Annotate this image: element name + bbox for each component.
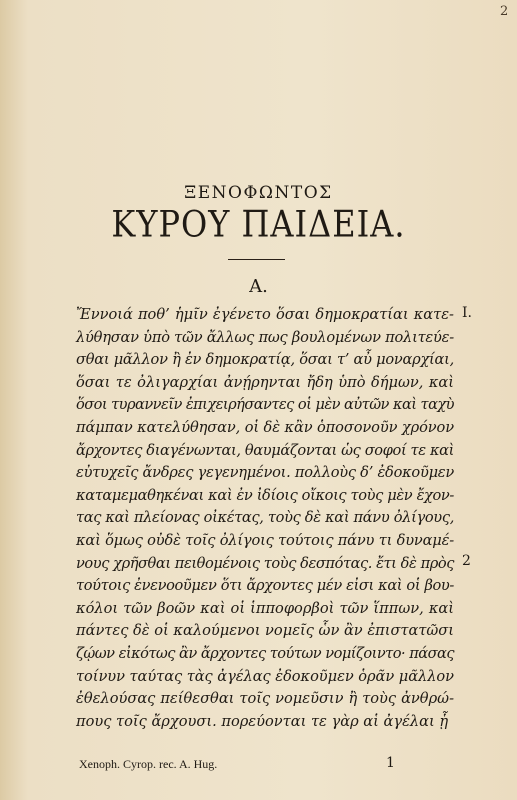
text-line: λύθησαν ὑπὸ τῶν ἄλλως πως βουλομένων πολιτεύε- (76, 328, 454, 346)
text-line: πους τοῖς ἄρχουσι. πορεύονται τε γὰρ αἱ ἀγέλαι ᾗ (76, 712, 449, 730)
text-line: τας καὶ πλείονας οἰκέτας, τοὺς δὲ καὶ πάνυ ὀλίγους, (76, 509, 454, 527)
text-line: καὶ ὅμως οὐδὲ τοῖς ὀλίγοις τούτοις πάνυ τι δυναμέ- (76, 531, 454, 549)
margin-chapter-number: I. (462, 305, 472, 321)
text-line: νους χρῆσθαι πειθομένοις τοὺς δεσπότας. ἔτι δὲ πρὸς (76, 554, 454, 572)
author-heading: ΞΕΝΟΦΩΝΤΟΣ (184, 183, 333, 203)
text-line: τοίνυν ταύτας τὰς ἀγέλας ἐδοκοῦμεν ὁρᾶν μᾶλλον (76, 667, 454, 685)
signature-reference: Xenoph. Cyrop. rec. A. Hug. (79, 757, 218, 771)
text-line: Ἔννοιά ποθ’ ἡμῖν ἐγένετο ὅσαι δημοκρατίαι κατε- (76, 306, 454, 323)
text-line: πάντες δὲ οἱ καλούμενοι νομεῖς ὧν ἂν ἐπιστατῶσι (76, 622, 454, 640)
text-line: ὅσαι τε ὀλιγαρχίαι ἀνῄρηνται ἤδη ὑπὸ δήμων, καὶ (76, 373, 454, 391)
work-title: ΚΥΡΟΥ ΠΑΙΔΕΙΑ. (111, 202, 406, 246)
greek-text-body (76, 304, 454, 733)
text-line: εὐτυχεῖς ἄνδρες γεγενημένοι. πολλοὺς δ’ ἐδοκοῦμεν (76, 464, 454, 482)
text-line: πάμπαν κατελύθησαν, οἱ δὲ κἂν ὁποσονοῦν χρόνον (76, 418, 454, 436)
text-line: καταμεμαθηκέναι καὶ ἐν ἰδίοις οἴκοις τοὺς μὲν ἔχον- (76, 486, 454, 504)
text-line: ζῴων εἰκότως ἂν ἄρχοντες τούτων νομίζοιντο· πάσας (76, 644, 454, 662)
text-line: ἄρχοντες διαγένωνται, θαυμάζονται ὡς σοφοί τε καὶ (76, 441, 454, 459)
book-number: Α. (249, 276, 268, 297)
text-line: ὅσοι τυραννεῖν ἐπιχειρήσαντες οἱ μὲν αὐτῶν καὶ ταχὺ (76, 396, 454, 414)
page-corner-mark: 2 (500, 4, 509, 19)
signature-number: 1 (386, 755, 395, 771)
text-line: κόλοι τῶν βοῶν καὶ οἱ ἱπποφορβοὶ τῶν ἵππων, καὶ (76, 599, 454, 617)
text-line: σθαι μᾶλλον ἢ ἐν δημοκρατίᾳ, ὅσαι τ’ αὖ μοναρχίαι, (76, 351, 454, 369)
text-line: τούτοις ἐνενοοῦμεν ὅτι ἄρχοντες μέν εἰσι καὶ οἱ βου- (76, 577, 454, 595)
margin-section-number: 2 (462, 553, 471, 569)
text-line: ἐθελούσας πείθεσθαι τοῖς νομεῦσιν ἢ τοὺς ἀνθρώ- (76, 690, 454, 708)
title-divider (228, 259, 285, 260)
